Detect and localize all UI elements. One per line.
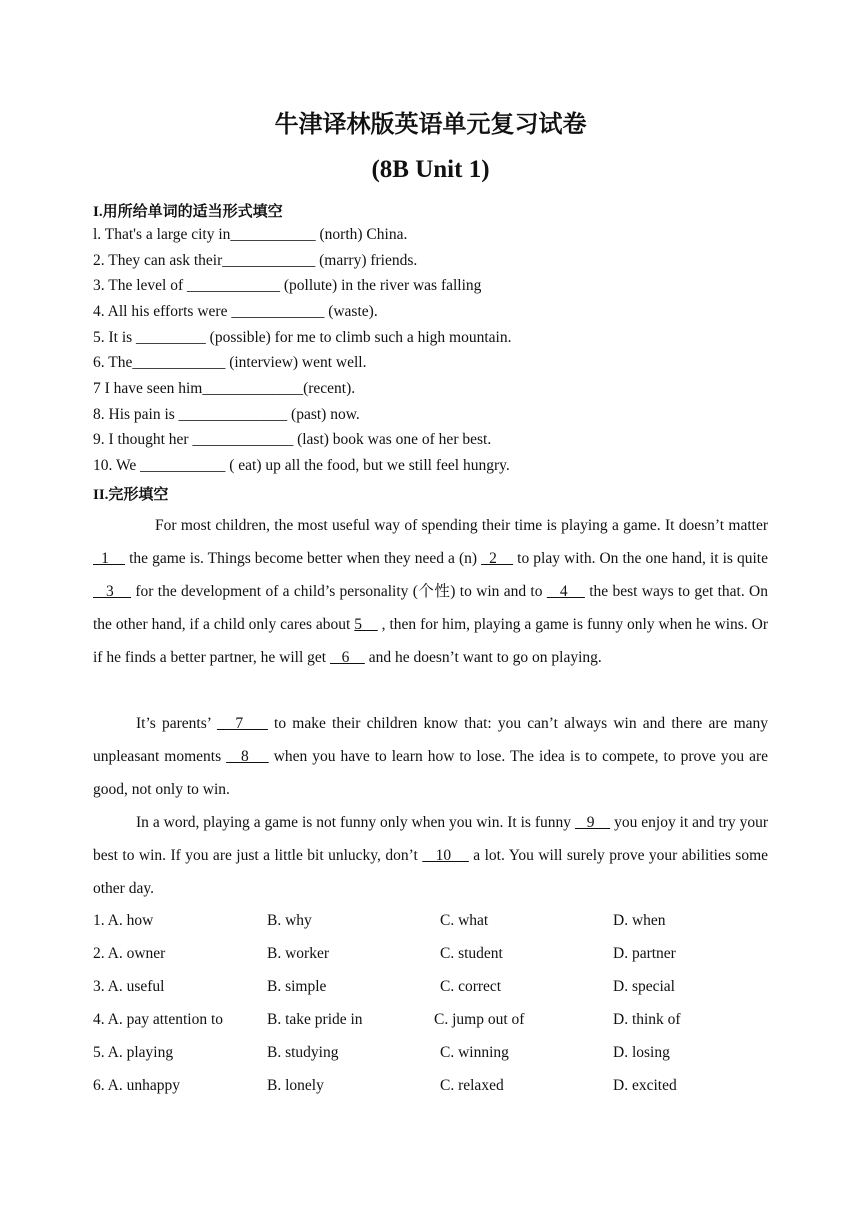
option-row [93, 912, 768, 932]
paragraph-text: It’s parents’ [136, 715, 217, 732]
paragraph-text: , then for him, playing a game is funny only when he wins. Or if he finds a better partner, he will get [93, 616, 768, 666]
option-c: C. winning [440, 1044, 509, 1061]
page-subtitle: (8B Unit 1) [371, 156, 490, 183]
cloze-paragraph-3 [93, 806, 768, 905]
option-c: C. relaxed [440, 1077, 504, 1094]
option-c: C. correct [440, 978, 502, 995]
cloze-paragraph-2 [93, 707, 768, 806]
option-b: B. studying [267, 1044, 339, 1061]
paragraph-text: For most children, the most useful way of spending their time is playing a game. It doesn’t matter [155, 517, 768, 534]
cloze-paragraph-1 [93, 509, 768, 674]
option-c: C. jump out of [434, 1011, 525, 1028]
question-line: 10. We ___________ ( eat) up all the food, but we still feel hungry. [93, 457, 510, 474]
paragraph-text: and he doesn’t want to go on playing. [364, 649, 602, 666]
option-a: 3. A. useful [93, 978, 165, 995]
page-title: 牛津译林版英语单元复习试卷 [274, 110, 587, 138]
section-1-heading: I.用所给单词的适当形式填空 [93, 204, 283, 220]
paragraph-text: to play with. On the one hand, it is quite [513, 550, 768, 567]
paragraph-text: for the development of a child’s personality (个性) to win and to [131, 583, 547, 600]
option-b: B. worker [267, 945, 329, 962]
question-line: 2. They can ask their____________ (marry) friends. [93, 252, 418, 269]
option-a: 1. A. how [93, 912, 154, 929]
option-a: 5. A. playing [93, 1044, 174, 1061]
question-line: 5. It is _________ (possible) for me to climb such a high mountain. [93, 329, 512, 346]
option-b: B. take pride in [267, 1011, 363, 1028]
question-line: 7 I have seen him_____________(recent). [93, 380, 356, 397]
option-b: B. lonely [267, 1077, 324, 1094]
blank-6: 6 [329, 649, 365, 666]
option-d: D. when [613, 912, 666, 929]
blank-7: 7 [216, 715, 268, 732]
option-c: C. what [440, 912, 489, 929]
paragraph-text: to make their children know that: you can’t always win and there are many unpleasant moments [93, 715, 769, 765]
section-2-heading: II.完形填空 [93, 487, 169, 503]
option-d: D. partner [613, 945, 676, 962]
option-d: D. excited [613, 1077, 677, 1094]
question-line: 3. The level of ____________ (pollute) in the river was falling [93, 277, 482, 294]
option-row [93, 1077, 768, 1097]
question-line: 4. All his efforts were ____________ (waste). [93, 303, 378, 320]
paragraph-text: when you have to learn how to lose. The idea is to compete, to prove you are good, not only to win. [93, 748, 768, 798]
question-line: 8. His pain is ______________ (past) now. [93, 406, 360, 423]
option-b: B. simple [267, 978, 327, 995]
question-line: 6. The____________ (interview) went well. [93, 354, 367, 371]
blank-5: 5 [354, 616, 378, 633]
option-d: D. think of [613, 1011, 681, 1028]
blank-3: 3 [93, 583, 132, 600]
blank-10: 10 [422, 847, 469, 864]
paragraph-text: In a word, playing a game is not funny only when you win. It is funny [136, 814, 575, 831]
option-a: 4. A. pay attention to [93, 1011, 224, 1028]
option-row [93, 1011, 768, 1031]
question-line: 9. I thought her _____________ (last) book was one of her best. [93, 431, 492, 448]
blank-8: 8 [226, 748, 269, 765]
paragraph-text: you enjoy it and try your best to win. If you are just a little bit unlucky, don’t [93, 814, 769, 864]
option-a: 6. A. unhappy [93, 1077, 180, 1094]
option-row [93, 978, 768, 998]
option-b: B. why [267, 912, 312, 929]
paragraph-text: the best ways to get that. On the other hand, if a child only cares about [93, 583, 769, 633]
option-a: 2. A. owner [93, 945, 166, 962]
paragraph-text: the game is. Things become better when they need a (n) [125, 550, 482, 567]
blank-4: 4 [546, 583, 585, 600]
option-row [93, 1044, 768, 1064]
paragraph-text: a lot. You will surely prove your abilities some other day. [93, 847, 769, 897]
question-line: l. That's a large city in___________ (north) China. [93, 226, 408, 243]
option-c: C. student [440, 945, 503, 962]
option-d: D. losing [613, 1044, 670, 1061]
option-row [93, 945, 768, 965]
blank-2: 2 [481, 550, 514, 567]
blank-9: 9 [574, 814, 611, 831]
blank-1: 1 [93, 550, 126, 567]
option-d: D. special [613, 978, 675, 995]
